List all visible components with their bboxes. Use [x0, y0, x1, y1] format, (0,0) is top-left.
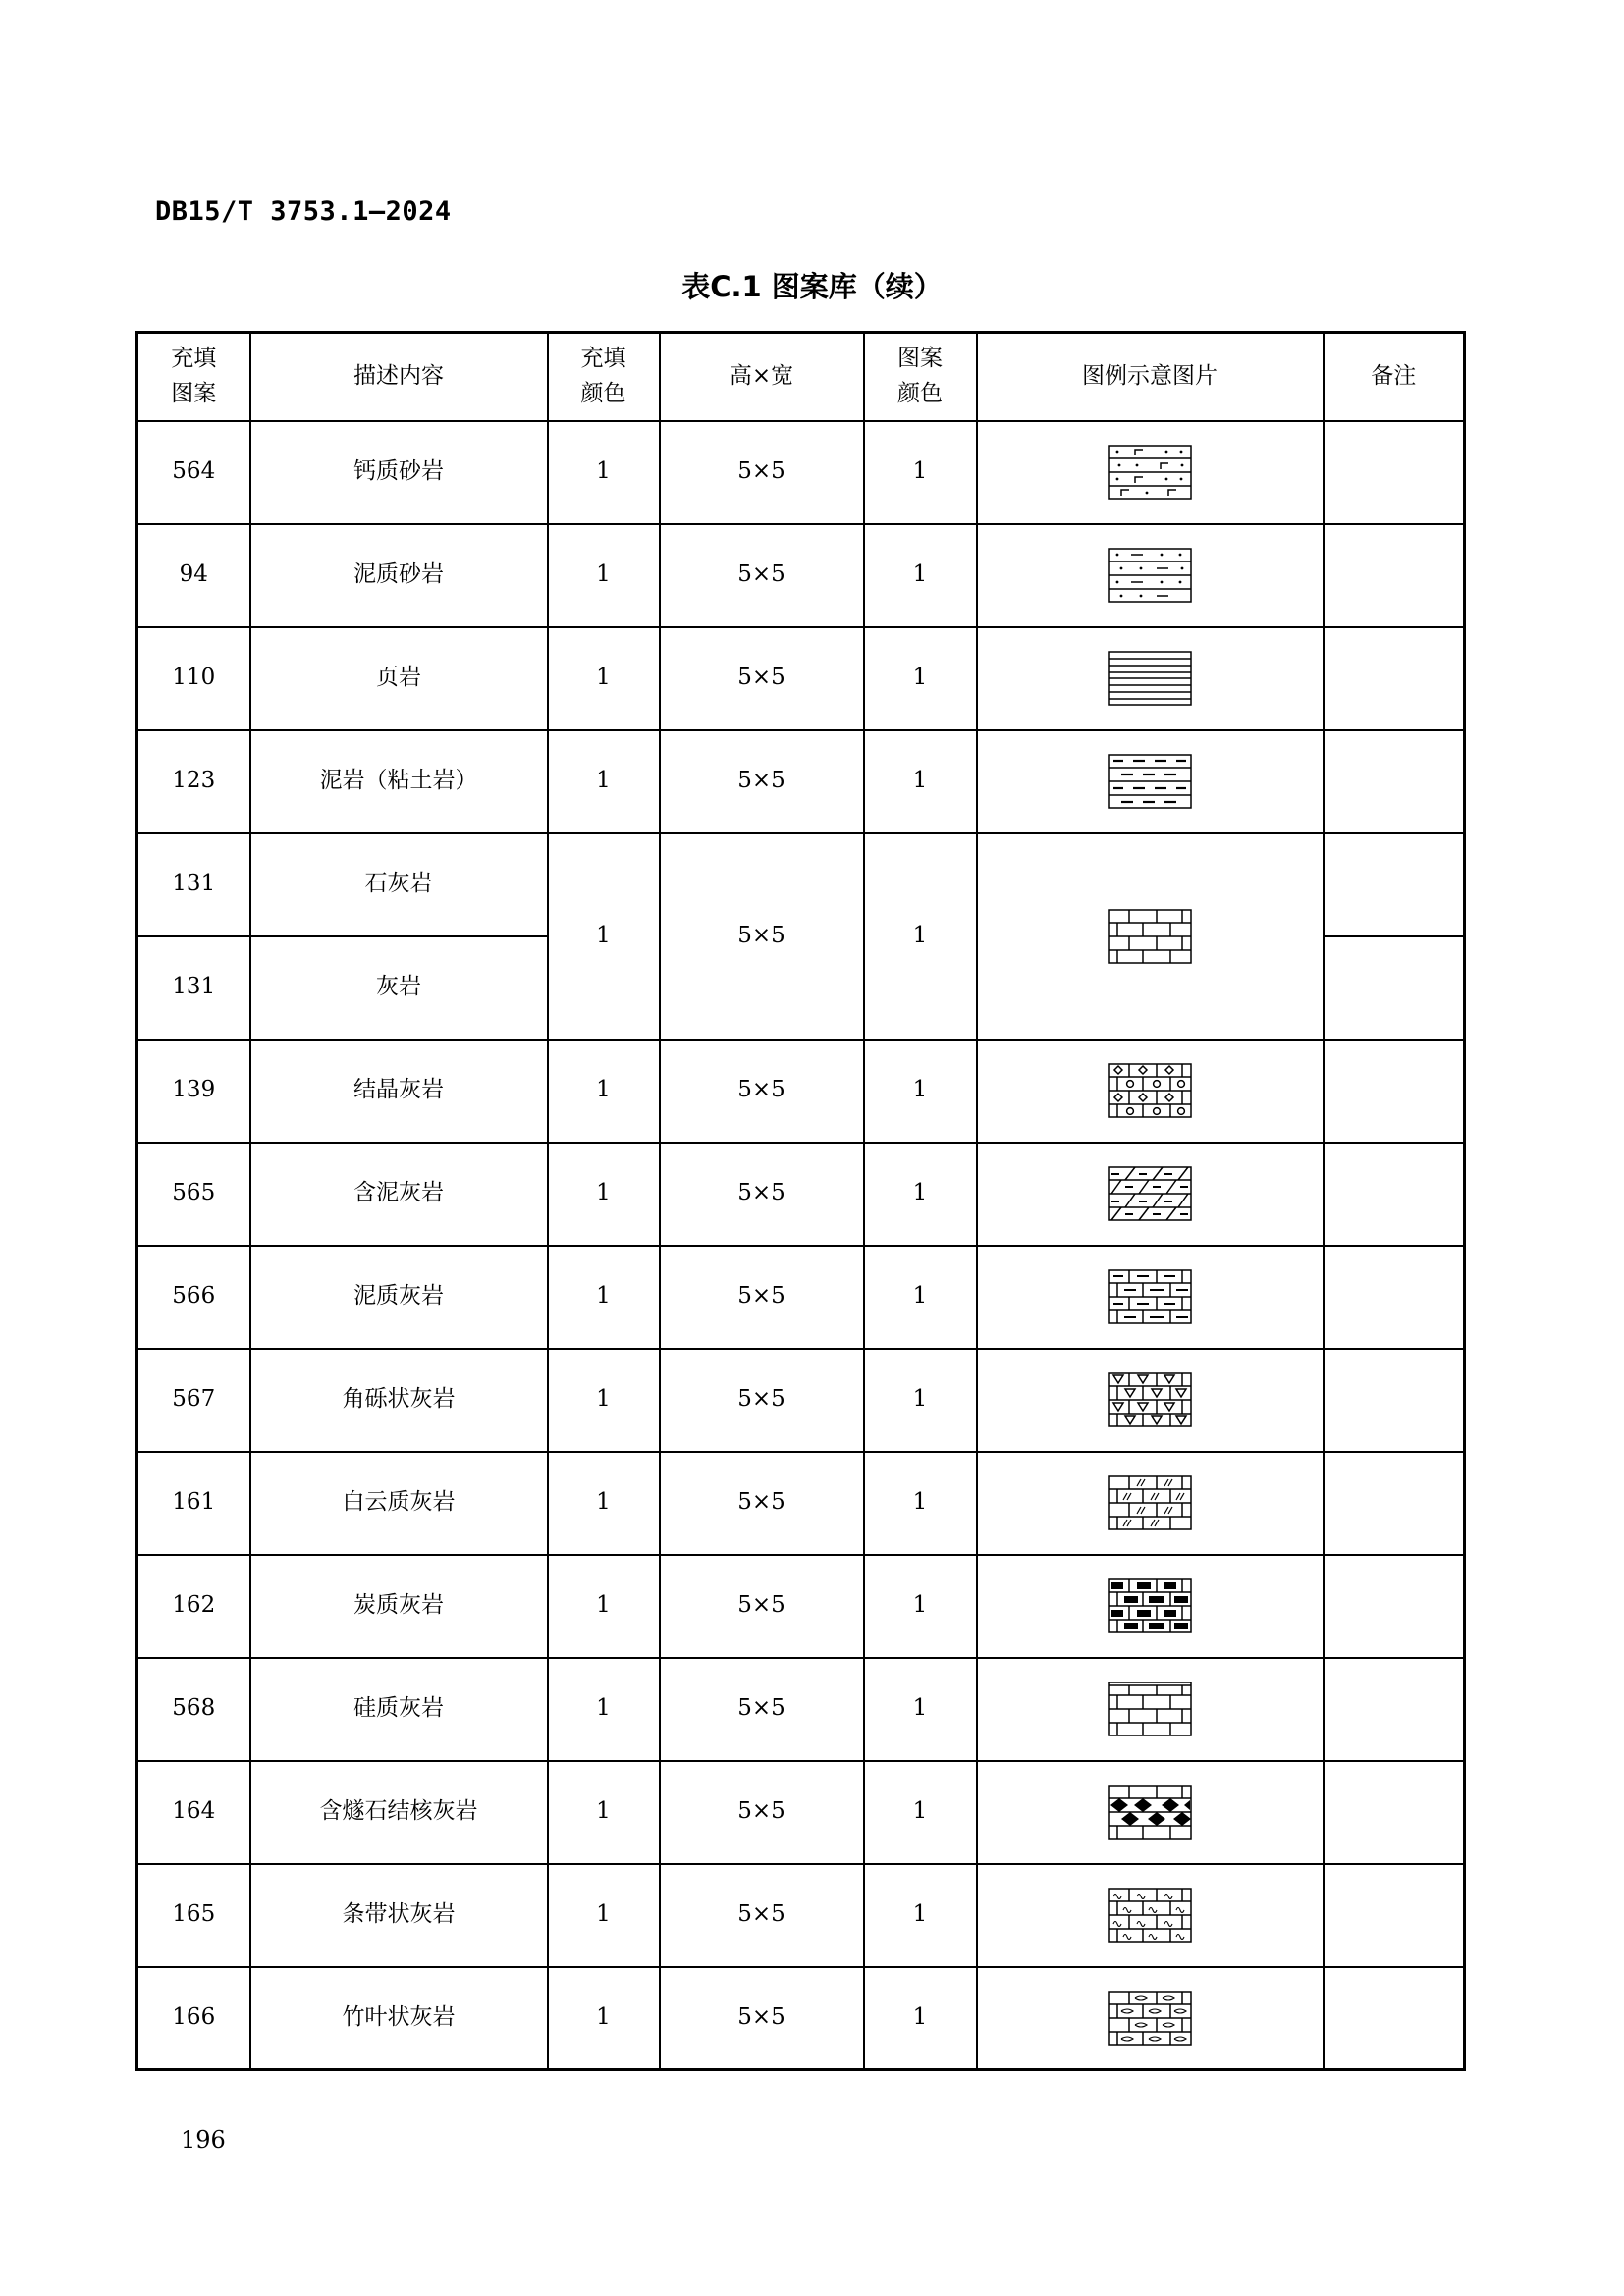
pattern-color-cell: 1 — [864, 1143, 977, 1246]
pattern-code-cell: 164 — [137, 1761, 250, 1864]
legend-cell — [977, 1143, 1324, 1246]
pattern-code-cell: 123 — [137, 730, 250, 833]
pattern-table — [135, 331, 1466, 2071]
remark-cell — [1324, 421, 1465, 524]
argillaceous-sandstone-icon — [1108, 548, 1192, 603]
description-cell: 钙质砂岩 — [250, 421, 548, 524]
fill-color-cell: 1 — [548, 1967, 660, 2070]
remark-cell — [1324, 627, 1465, 730]
remark-cell — [1324, 1658, 1465, 1761]
description-cell: 条带状灰岩 — [250, 1864, 548, 1967]
fill-color-cell: 1 — [548, 1864, 660, 1967]
remark-cell — [1324, 1246, 1465, 1349]
description-cell: 角砾状灰岩 — [250, 1349, 548, 1452]
fill-color-cell: 1 — [548, 1555, 660, 1658]
legend-cell — [977, 1761, 1324, 1864]
pattern-code-cell: 566 — [137, 1246, 250, 1349]
header-legend: 图例示意图片 — [977, 333, 1324, 421]
pattern-color-cell: 1 — [864, 1967, 977, 2070]
remark-cell — [1324, 730, 1465, 833]
fill-color-cell: 1 — [548, 1349, 660, 1452]
size-cell: 5×5 — [660, 730, 864, 833]
fill-color-cell: 1 — [548, 524, 660, 627]
size-cell: 5×5 — [660, 1040, 864, 1143]
size-cell: 5×5 — [660, 627, 864, 730]
legend-cell — [977, 1967, 1324, 2070]
legend-cell — [977, 1555, 1324, 1658]
remark-cell — [1324, 1143, 1465, 1246]
table-row — [137, 1349, 1465, 1452]
standard-code: DB15/T 3753.1—2024 — [155, 196, 452, 227]
table-row — [137, 1143, 1465, 1246]
dolomitic-limestone-icon — [1108, 1475, 1192, 1530]
pattern-color-cell: 1 — [864, 833, 977, 1040]
description-cell: 结晶灰岩 — [250, 1040, 548, 1143]
muddy-limestone-icon — [1108, 1166, 1192, 1221]
remark-cell — [1324, 1349, 1465, 1452]
shale-icon — [1108, 651, 1192, 706]
size-cell: 5×5 — [660, 524, 864, 627]
fill-color-cell: 1 — [548, 1452, 660, 1555]
pattern-code-cell: 161 — [137, 1452, 250, 1555]
limestone-icon — [1108, 909, 1192, 964]
size-cell: 5×5 — [660, 1658, 864, 1761]
legend-cell — [977, 730, 1324, 833]
remark-cell — [1324, 1040, 1465, 1143]
description-cell: 页岩 — [250, 627, 548, 730]
pattern-code-cell: 165 — [137, 1864, 250, 1967]
pattern-code-cell: 568 — [137, 1658, 250, 1761]
remark-cell — [1324, 936, 1465, 1040]
bamboo-leaf-limestone-icon — [1108, 1991, 1192, 2046]
page-number: 196 — [181, 2126, 226, 2154]
legend-cell — [977, 1864, 1324, 1967]
legend-cell — [977, 524, 1324, 627]
table-row — [137, 1452, 1465, 1555]
description-cell: 泥质灰岩 — [250, 1246, 548, 1349]
table-row — [137, 1555, 1465, 1658]
table-row — [137, 1761, 1465, 1864]
siliceous-limestone-icon — [1108, 1682, 1192, 1736]
description-cell: 竹叶状灰岩 — [250, 1967, 548, 2070]
fill-color-cell: 1 — [548, 421, 660, 524]
table-row — [137, 1658, 1465, 1761]
description-cell: 石灰岩 — [250, 833, 548, 936]
legend-cell — [977, 1658, 1324, 1761]
pattern-color-cell: 1 — [864, 730, 977, 833]
size-cell: 5×5 — [660, 1761, 864, 1864]
pattern-color-cell: 1 — [864, 1761, 977, 1864]
header-size: 高×宽 — [660, 333, 864, 421]
legend-cell — [977, 1349, 1324, 1452]
header-pattern-color: 图案 颜色 — [864, 333, 977, 421]
pattern-color-cell: 1 — [864, 1658, 977, 1761]
remark-cell — [1324, 833, 1465, 936]
pattern-color-cell: 1 — [864, 421, 977, 524]
header-pattern: 充填 图案 — [137, 333, 250, 421]
legend-cell — [977, 1040, 1324, 1143]
legend-cell — [977, 627, 1324, 730]
remark-cell — [1324, 1967, 1465, 2070]
fill-color-cell: 1 — [548, 1040, 660, 1143]
table-row — [137, 1246, 1465, 1349]
pattern-color-cell: 1 — [864, 1452, 977, 1555]
table-row — [137, 1040, 1465, 1143]
description-cell: 含燧石结核灰岩 — [250, 1761, 548, 1864]
pattern-code-cell: 166 — [137, 1967, 250, 2070]
table-row — [137, 1967, 1465, 2070]
legend-cell — [977, 1452, 1324, 1555]
pattern-color-cell: 1 — [864, 1555, 977, 1658]
brecciated-limestone-icon — [1108, 1372, 1192, 1427]
pattern-code-cell: 131 — [137, 936, 250, 1040]
pattern-code-cell: 162 — [137, 1555, 250, 1658]
size-cell: 5×5 — [660, 421, 864, 524]
size-cell: 5×5 — [660, 1349, 864, 1452]
pattern-code-cell: 565 — [137, 1143, 250, 1246]
legend-cell — [977, 421, 1324, 524]
pattern-color-cell: 1 — [864, 1040, 977, 1143]
description-cell: 炭质灰岩 — [250, 1555, 548, 1658]
banded-limestone-icon — [1108, 1888, 1192, 1943]
argillaceous-limestone-icon — [1108, 1269, 1192, 1324]
carbonaceous-limestone-icon — [1108, 1578, 1192, 1633]
remark-cell — [1324, 1555, 1465, 1658]
pattern-code-cell: 564 — [137, 421, 250, 524]
size-cell: 5×5 — [660, 1246, 864, 1349]
fill-color-cell: 1 — [548, 833, 660, 1040]
header-row — [137, 333, 1465, 421]
size-cell: 5×5 — [660, 1555, 864, 1658]
table-row — [137, 1864, 1465, 1967]
calcareous-sandstone-icon — [1108, 445, 1192, 500]
pattern-color-cell: 1 — [864, 627, 977, 730]
table-title: 表C.1 图案库（续） — [681, 270, 943, 303]
mudstone-icon — [1108, 754, 1192, 809]
fill-color-cell: 1 — [548, 1658, 660, 1761]
pattern-code-cell: 110 — [137, 627, 250, 730]
size-cell: 5×5 — [660, 1452, 864, 1555]
fill-color-cell: 1 — [548, 730, 660, 833]
description-cell: 泥岩（粘土岩） — [250, 730, 548, 833]
size-cell: 5×5 — [660, 833, 864, 1040]
remark-cell — [1324, 1761, 1465, 1864]
table-row — [137, 730, 1465, 833]
description-cell: 泥质砂岩 — [250, 524, 548, 627]
description-cell: 灰岩 — [250, 936, 548, 1040]
remark-cell — [1324, 1864, 1465, 1967]
header-remark: 备注 — [1324, 333, 1465, 421]
legend-cell — [977, 1246, 1324, 1349]
size-cell: 5×5 — [660, 1967, 864, 2070]
pattern-color-cell: 1 — [864, 1864, 977, 1967]
chert-nodule-limestone-icon — [1108, 1785, 1192, 1840]
pattern-color-cell: 1 — [864, 524, 977, 627]
remark-cell — [1324, 524, 1465, 627]
legend-cell — [977, 833, 1324, 1040]
size-cell: 5×5 — [660, 1143, 864, 1246]
pattern-color-cell: 1 — [864, 1246, 977, 1349]
fill-color-cell: 1 — [548, 1143, 660, 1246]
pattern-code-cell: 94 — [137, 524, 250, 627]
fill-color-cell: 1 — [548, 627, 660, 730]
fill-color-cell: 1 — [548, 1246, 660, 1349]
table-row — [137, 524, 1465, 627]
remark-cell — [1324, 1452, 1465, 1555]
description-cell: 含泥灰岩 — [250, 1143, 548, 1246]
table-row — [137, 627, 1465, 730]
pattern-code-cell: 131 — [137, 833, 250, 936]
fill-color-cell: 1 — [548, 1761, 660, 1864]
size-cell: 5×5 — [660, 1864, 864, 1967]
pattern-code-cell: 139 — [137, 1040, 250, 1143]
description-cell: 白云质灰岩 — [250, 1452, 548, 1555]
header-fill-color: 充填 颜色 — [548, 333, 660, 421]
table-row — [137, 833, 1465, 936]
pattern-color-cell: 1 — [864, 1349, 977, 1452]
description-cell: 硅质灰岩 — [250, 1658, 548, 1761]
table-row — [137, 421, 1465, 524]
crystalline-limestone-icon — [1108, 1063, 1192, 1118]
pattern-code-cell: 567 — [137, 1349, 250, 1452]
header-description: 描述内容 — [250, 333, 548, 421]
